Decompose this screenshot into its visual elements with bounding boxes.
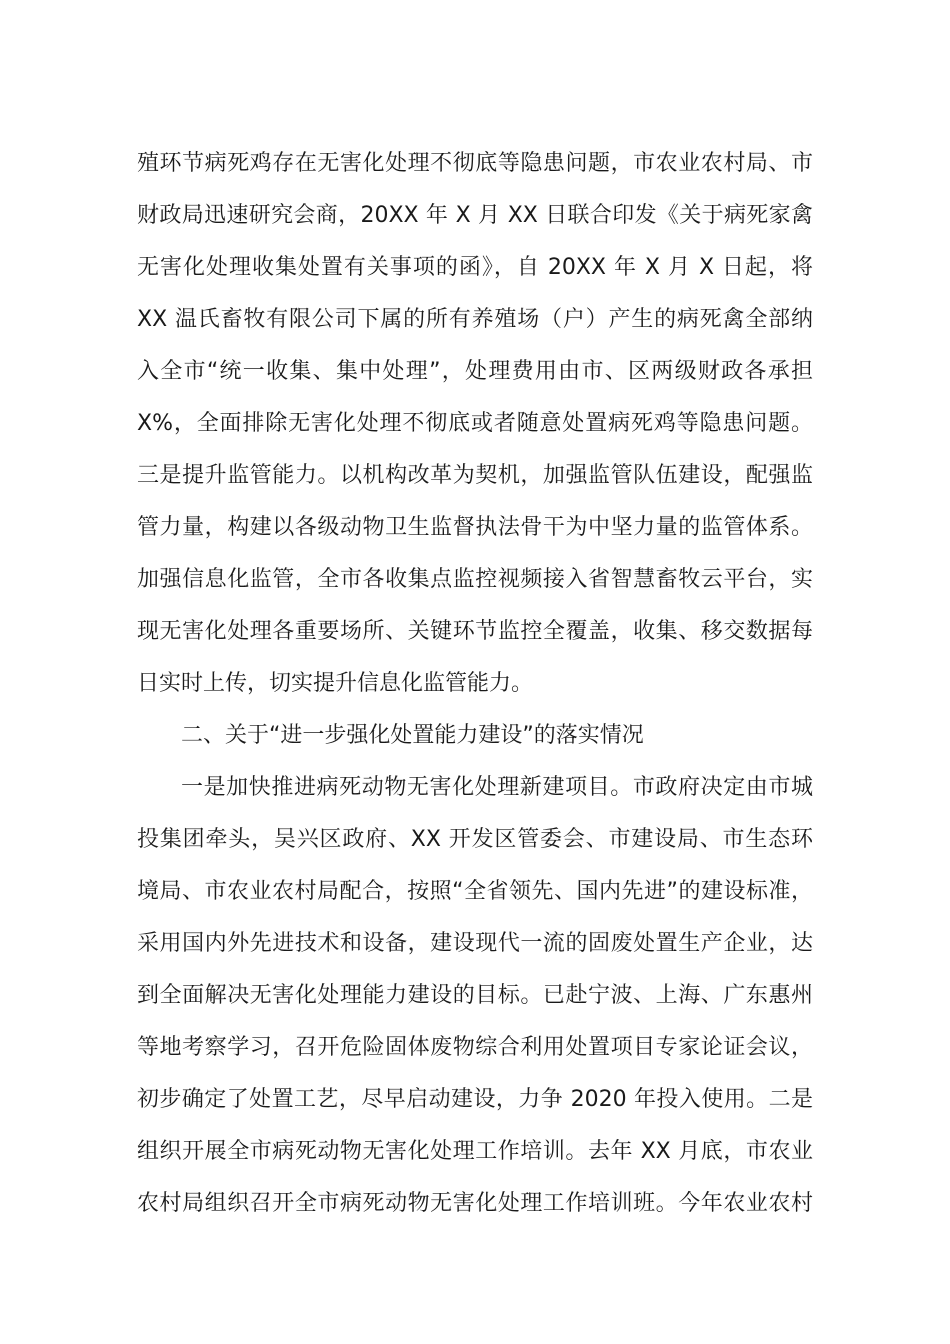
text-line-1: 殖环节病死鸡存在无害化处理不彻底等隐患问题，市农业农村局、市 [137,151,813,176]
text-line-15: 境局、市农业农村局配合，按照“全省领先、国内先进”的建设标准， [137,879,813,904]
text-line-2: 财政局迅速研究会商，20XX 年 X 月 XX 日联合印发《关于病死家禽 [137,203,813,228]
text-line-9: 加强信息化监管，全市各收集点监控视频接入省智慧畜牧云平台，实 [137,567,813,592]
text-line-17: 到全面解决无害化处理能力建设的目标。已赴宁波、上海、广东惠州 [137,983,813,1008]
text-line-20: 组织开展全市病死动物无害化处理工作培训。去年 XX 月底，市农业 [137,1139,813,1164]
text-line-3: 无害化处理收集处置有关事项的函》，自 20XX 年 X 月 X 日起，将 [137,255,813,280]
section-heading: 二、关于“进一步强化处置能力建设”的落实情况 [181,723,644,748]
text-line-16: 采用国内外先进技术和设备，建设现代一流的固废处置生产企业，达 [137,931,813,956]
text-line-4: XX 温氏畜牧有限公司下属的所有养殖场（户）产生的病死禽全部纳 [137,307,813,332]
text-line-5: 入全市“统一收集、集中处理”，处理费用由市、区两级财政各承担 [137,359,813,384]
body-text [137,138,813,1230]
text-line-10: 现无害化处理各重要场所、关键环节监控全覆盖，收集、移交数据每 [137,619,813,644]
text-line-7: 三是提升监管能力。以机构改革为契机，加强监管队伍建设，配强监 [137,463,813,488]
text-line-19: 初步确定了处置工艺，尽早启动建设，力争 2020 年投入使用。二是 [137,1087,813,1112]
paragraph-start-line: 一是加快推进病死动物无害化处理新建项目。市政府决定由市城 [181,775,813,800]
text-line-14: 投集团牵头，吴兴区政府、XX 开发区管委会、市建设局、市生态环 [137,827,813,852]
text-line-18: 等地考察学习，召开危险固体废物综合利用处置项目专家论证会议， [137,1035,813,1060]
text-line-21: 农村局组织召开全市病死动物无害化处理工作培训班。今年农业农村 [137,1191,813,1216]
text-line-8: 管力量，构建以各级动物卫生监督执法骨干为中坚力量的监管体系。 [137,515,813,540]
text-line-11: 日实时上传，切实提升信息化监管能力。 [137,671,534,696]
text-line-6: X%，全面排除无害化处理不彻底或者随意处置病死鸡等隐患问题。 [137,411,813,436]
